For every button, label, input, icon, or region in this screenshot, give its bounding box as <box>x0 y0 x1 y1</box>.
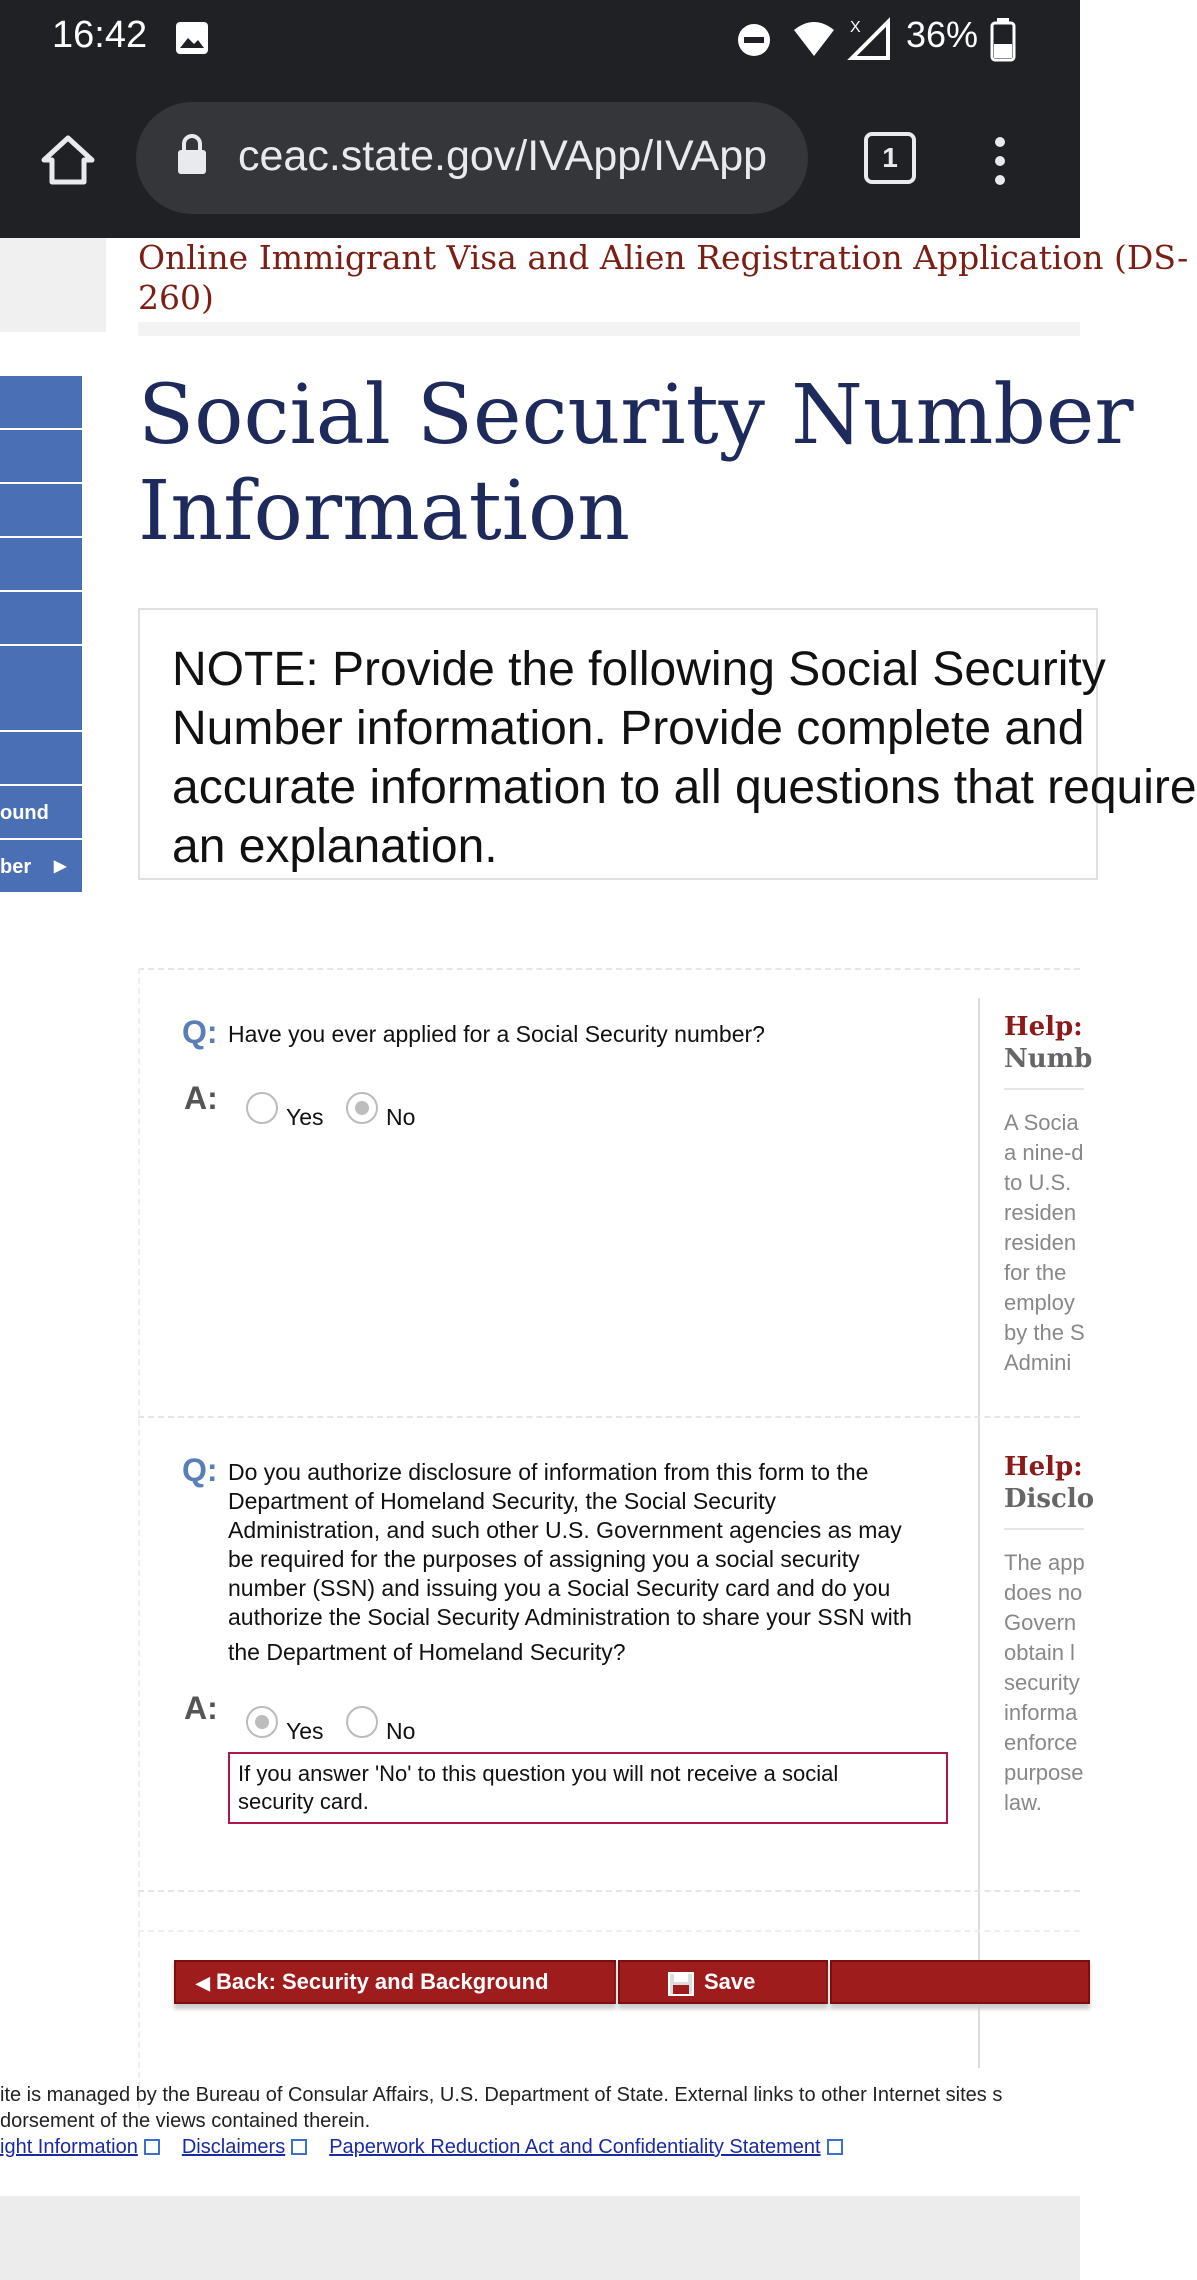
battery-percent: 36% <box>906 14 979 55</box>
help-title: Help: <box>1004 1012 1083 1042</box>
help-subtitle: Numb <box>1004 1044 1093 1074</box>
chevron-right-icon: ▶ <box>54 858 67 875</box>
url-text: ceac.state.gov/IVApp/IVApp <box>238 132 768 180</box>
lock-icon <box>176 132 208 176</box>
battery-icon <box>990 18 1016 62</box>
url-bar[interactable] <box>136 102 808 214</box>
back-button[interactable] <box>174 1960 616 2004</box>
section-divider <box>138 1890 1080 1892</box>
footer-text: dorsement of the views contained therein. <box>0 2110 371 2132</box>
note-line: Number information. Provide complete and <box>172 702 1085 755</box>
header-divider <box>138 322 1080 336</box>
sidebar-item[interactable] <box>0 732 82 786</box>
footer-link-copyright[interactable]: ight Information <box>0 2136 138 2158</box>
answer-label: A: <box>184 1080 218 1116</box>
help-panel-1 <box>1004 1012 1092 1378</box>
application-title-line1: Online Immigrant Visa and Alien Registration Application (DS- <box>138 238 1189 277</box>
answer-label: A: <box>184 1690 218 1726</box>
image-notification-icon <box>174 20 210 56</box>
sidebar-item[interactable] <box>0 484 82 538</box>
footer-link-paperwork-reduction[interactable]: Paperwork Reduction Act and Confidentiality Statement <box>329 2136 821 2158</box>
footer-text: ite is managed by the Bureau of Consular Affairs, U.S. Department of State. External links to other Internet sites s <box>0 2084 1003 2106</box>
note-line: NOTE: Provide the following Social Security <box>172 643 1106 696</box>
external-link-icon <box>291 2139 307 2155</box>
signal-off-icon <box>848 16 892 62</box>
sidebar-item[interactable] <box>0 592 82 646</box>
help-panel-2 <box>1004 1452 1094 1818</box>
q1-yes-label: Yes <box>286 1104 324 1130</box>
page-title <box>138 368 1134 560</box>
sidebar-item[interactable] <box>0 646 82 732</box>
note-box <box>138 608 1197 880</box>
tab-switcher-button[interactable]: 1 <box>864 132 916 184</box>
save-icon <box>668 1972 694 1996</box>
page-title-line2: Information <box>138 464 631 559</box>
application-title-line2: 260) <box>138 278 214 317</box>
status-bar <box>0 0 1080 80</box>
external-link-icon <box>144 2139 160 2155</box>
svg-text:X: X <box>850 19 861 36</box>
back-button-label: Back: Security and Background <box>215 1969 549 1994</box>
save-button[interactable] <box>618 1960 828 2004</box>
footer-links <box>0 2134 1080 2160</box>
question-label: Q: <box>182 1014 218 1050</box>
sidebar-item[interactable] <box>0 376 82 430</box>
web-page <box>0 238 1197 2280</box>
warning-message: If you answer 'No' to this question you will not receive a social security card. <box>228 1752 948 1824</box>
help-text: A Socia a nine-d to U.S. residen residen for the employ by the S Admini <box>1004 1110 1085 1375</box>
save-button-label: Save <box>704 1969 756 1994</box>
note-line: an explanation. <box>172 820 498 873</box>
q2-no-radio[interactable] <box>346 1706 378 1738</box>
footer-bottom-band <box>0 2196 1080 2280</box>
section-divider <box>138 1930 1080 1932</box>
q1-yes-radio[interactable] <box>246 1092 278 1124</box>
question-label: Q: <box>182 1452 218 1488</box>
sidebar-item-label: ber <box>0 856 32 878</box>
section-divider <box>138 1416 1080 1418</box>
help-text: The app does no Govern obtain l security informa enforce purpose law. <box>1004 1550 1085 1815</box>
next-button[interactable] <box>830 1960 1090 2004</box>
sidebar-item-security-background[interactable]: ound <box>0 786 82 840</box>
more-menu-icon[interactable] <box>990 136 1010 186</box>
q2-yes-label: Yes <box>286 1718 324 1744</box>
sidebar-nav <box>0 376 82 894</box>
q1-no-label: No <box>386 1104 416 1130</box>
note-line: accurate information to all questions that require <box>172 761 1197 814</box>
wifi-icon <box>792 18 836 58</box>
external-link-icon <box>827 2139 843 2155</box>
question-2-text: Do you authorize disclosure of information from this form to the Department of Homeland Security, the Social Security Administration, and such other U.S. Government agencies as may be required for the purposes of assigning you a social security number (SSN) and issuing you a Social Security card and do you authorize the Social Security Administration to share your SSN with the Department of Homeland Security? <box>228 1459 912 1665</box>
question-1-text: Have you ever applied for a Social Security number? <box>228 1021 765 1047</box>
note-text <box>172 640 1197 876</box>
status-time: 16:42 <box>52 14 148 56</box>
sidebar-item-social-security-number[interactable] <box>0 840 82 894</box>
footer <box>0 2082 1080 2160</box>
application-title <box>138 238 1189 318</box>
browser-toolbar <box>0 80 1080 238</box>
section-divider <box>138 968 1080 970</box>
home-icon[interactable] <box>40 134 96 186</box>
q2-yes-radio[interactable] <box>246 1706 278 1738</box>
page-title-line1: Social Security Number <box>138 368 1134 463</box>
sidebar-item[interactable] <box>0 538 82 592</box>
q1-no-radio[interactable] <box>346 1092 378 1124</box>
footer-link-disclaimers[interactable]: Disclaimers <box>181 2136 286 2158</box>
help-subtitle: Disclo <box>1004 1484 1095 1514</box>
chevron-left-icon: ◀ <box>196 1973 210 1993</box>
sidebar-item[interactable] <box>0 430 82 484</box>
dnd-icon <box>736 22 772 58</box>
q2-no-label: No <box>386 1718 416 1744</box>
section-border <box>138 968 140 2128</box>
header-logo-area <box>0 238 106 332</box>
help-title: Help: <box>1004 1452 1083 1482</box>
